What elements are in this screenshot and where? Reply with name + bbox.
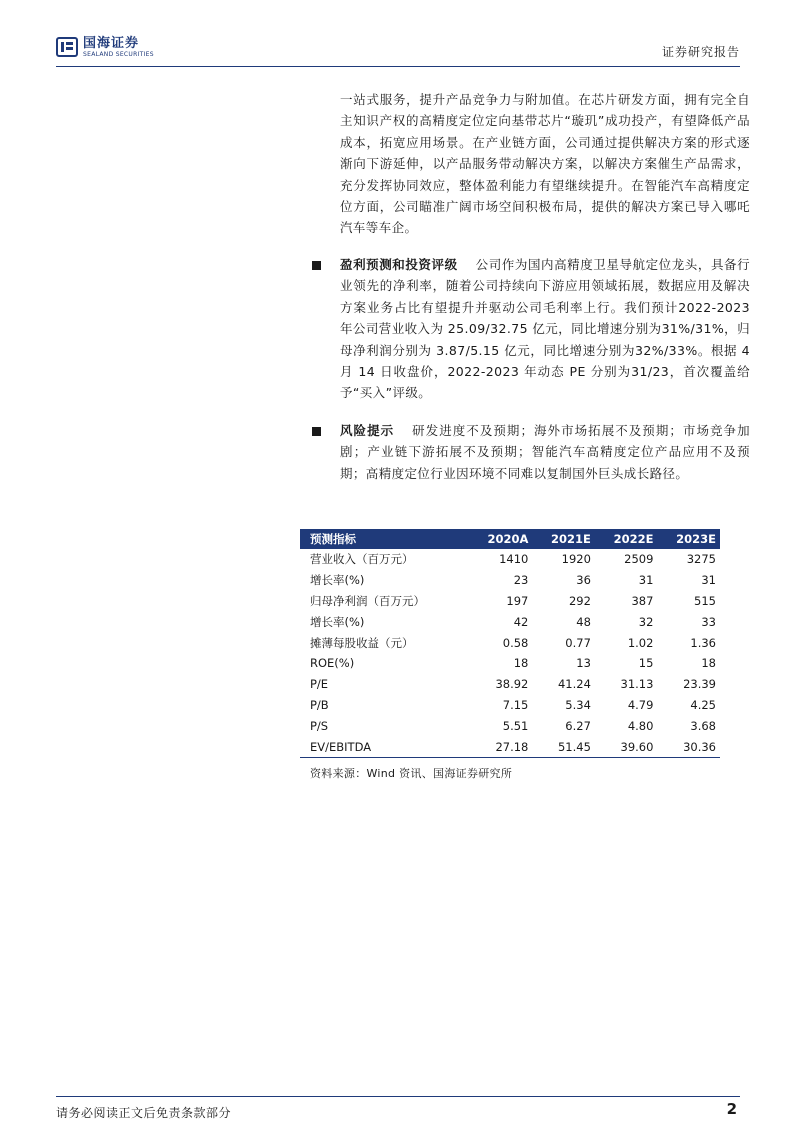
table-row-label: ROE(%) [310,656,355,671]
report-type-label: 证券研究报告 [661,45,740,59]
table-row [300,611,720,632]
table-cell: 0.58 [502,635,529,650]
table-row [300,570,720,591]
table-cell: 38.92 [495,677,529,692]
table-cell: 5.51 [502,718,529,733]
bullet-square-icon [312,261,321,270]
table-cell: 41.24 [557,677,591,692]
table-cell: 18 [701,656,716,671]
table-row-label: 摊薄每股收益（元） [310,635,414,650]
company-logo [56,36,154,58]
table-cell: 5.34 [565,697,591,712]
table-row-label: 营业收入（百万元） [310,552,414,567]
table-row [300,695,720,716]
page-header [56,36,740,66]
table-cell: 51.45 [532,736,595,757]
paragraph-business-overview: 一站式服务，提升产品竞争力与附加值。在芯片研发方面，拥有完全自主知识产权的高精度定位定向基带芯片“璇玑”成功投产，有望降低产品成本，拓宽应用场景。在产业链方面，公司通过提供解决方案的形式逐渐向下游延伸，以产品服务带动解决方案，以解决方案催生产品需求，充分发挥协同效应，整体盈利能力有望继续提升。在智能汽车高精度定位方面，公司瞄准广阔市场空间积极布局，提供的解决方案已导入哪吒汽车等车企。 [340,92,750,236]
table-cell: 4.25 [690,697,716,712]
table-cell: 6.27 [565,718,591,733]
table-row [300,549,720,570]
table-cell: 1410 [499,552,529,567]
table-header-cell: 2023E [657,529,720,549]
paragraph-risk-body: 研发进度不及预期；海外市场拓展不及预期；市场竞争加剧；产业链下游拓展不及预期；智能汽车高精度定位产品应用不及预期；高精度定位行业因环境不同难以复制国外巨头成长路径。 [340,423,750,481]
table-cell: 1.02 [627,635,654,650]
table-cell: 27.18 [468,736,532,757]
logo-chinese-name: 国海证券 [83,36,140,51]
table-cell: 23 [513,573,529,588]
table-cell: 48 [576,614,591,629]
table-row-label: 归母净利润（百万元） [310,593,425,608]
table-cell: 36 [576,573,591,588]
paragraph-earnings-forecast [340,254,750,404]
paragraph-risk-warning [340,420,750,484]
table-row [300,632,720,653]
table-cell: 13 [576,656,591,671]
table-row [300,715,720,736]
table-header-row [300,529,720,549]
table-cell: 387 [631,593,654,608]
paragraph-forecast-body: 公司作为国内高精度卫星导航定位龙头，具备行业领先的净利率，随着公司持续向下游应用领域拓展，数据应用及解决方案业务占比有望提升并驱动公司毛利率上行。我们预计2022-2023 年公司营业收入为 25.09/32.75 亿元，同比增速分别为31%/31%，归母净利润分别为 3.87/5.15 亿元，同比增速分别为32%/33%。根据 4 月 14 日收盘价，2022-2023 年动态 PE 分别为31/23，首次覆盖给予“买入”评级。 [340,257,750,401]
table-cell: 292 [568,593,591,608]
table-cell: 31 [638,573,654,588]
table-cell: 42 [513,614,529,629]
table-cell: 1920 [561,552,591,567]
table-cell: 4.79 [627,697,654,712]
table-cell: 4.80 [627,718,654,733]
table-header-cell: 2022E [595,529,658,549]
table-cell: 23.39 [683,677,716,692]
table-cell: 31 [701,573,716,588]
table-cell: 33 [701,614,716,629]
table-header-cell: 2021E [532,529,595,549]
section-keyword-risk: 风险提示 [340,423,395,438]
table-cell: 7.15 [502,697,529,712]
table-cell: 0.77 [565,635,591,650]
table-row-label: 增长率(%) [310,573,365,588]
table-row-label: 增长率(%) [310,614,365,629]
table-cell: 32 [638,614,654,629]
table-row-label: P/E [310,677,329,692]
header-divider [56,66,740,67]
table-header-cell: 预测指标 [300,529,468,549]
section-keyword-forecast: 盈利预测和投资评级 [340,257,458,272]
table-cell: 31.13 [620,677,654,692]
sealand-logo-icon [56,36,78,58]
bullet-square-icon [312,427,321,436]
table-cell: 3.68 [690,718,716,733]
table-row-label: EV/EBITDA [300,736,468,757]
footer-disclaimer: 请务必阅读正文后免责条款部分 [56,1106,232,1120]
table-row [300,653,720,674]
forecast-table [300,529,720,758]
table-row-label: P/B [310,697,329,712]
table-row [300,591,720,612]
table-row-label: P/S [310,718,329,733]
table-cell: 30.36 [657,736,720,757]
table-cell: 18 [513,656,529,671]
logo-english-name: SEALAND SECURITIES [83,51,154,58]
footer-divider [56,1096,740,1097]
table-header-cell: 2020A [468,529,532,549]
table-row [300,674,720,695]
table-cell: 515 [694,593,716,608]
table-row [300,736,720,757]
table-source-note: 资料来源：Wind 资讯、国海证券研究所 [310,767,513,780]
table-cell: 1.36 [690,635,716,650]
table-cell: 15 [638,656,654,671]
table-cell: 3275 [686,552,716,567]
table-cell: 2509 [624,552,654,567]
page-number: 2 [726,1100,737,1118]
table-cell: 197 [506,593,529,608]
table-cell: 39.60 [595,736,658,757]
